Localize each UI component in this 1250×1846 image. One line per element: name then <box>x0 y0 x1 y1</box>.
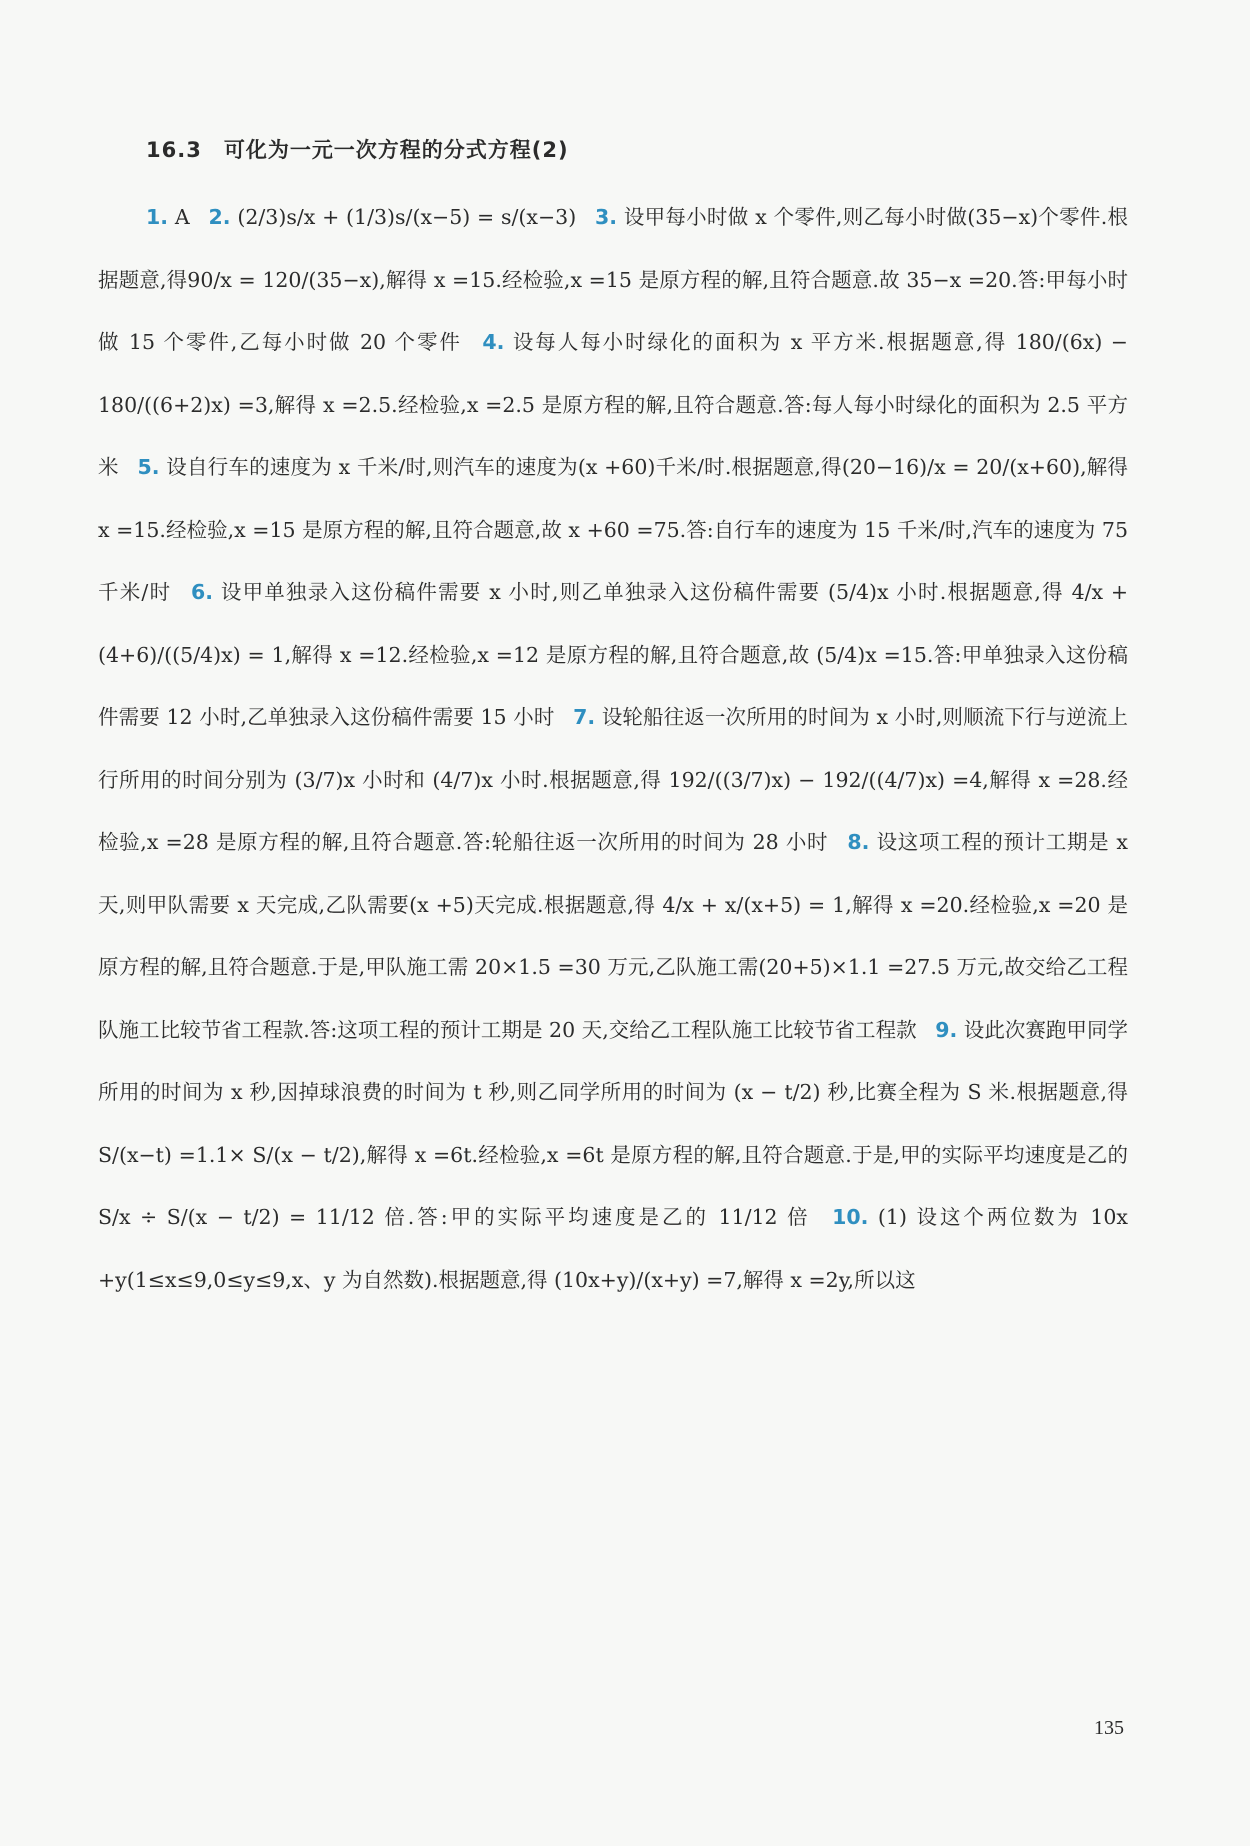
answer-number: 8. <box>847 830 870 854</box>
answer-body <box>98 186 1128 1311</box>
answer-text: 设甲单独录入这份稿件需要 x 小时,则乙单独录入这份稿件需要 (5/4)x 小时.根据题意,得 4/x + (4+6)/((5/4)x) = 1,解得 x =12.经检验,x =12 是原方程的解,且符合题意,故 (5/4)x =15.答:甲单独录入这份稿件需要 12 小时,乙单独录入这份稿件需要 15 小时 <box>98 580 1128 729</box>
answer-number: 7. <box>573 705 596 729</box>
answer-number: 6. <box>191 580 214 604</box>
answer-text: 设轮船往返一次所用的时间为 x 小时,则顺流下行与逆流上行所用的时间分别为 (3/7)x 小时和 (4/7)x 小时.根据题意,得 192/((3/7)x) − 192/((4/7)x) =4,解得 x =28.经检验,x =28 是原方程的解,且符合题意.答:轮船往返一次所用的时间为 28 小时 <box>98 705 1128 854</box>
answer-text: 设甲每小时做 x 个零件,则乙每小时做(35−x)个零件.根据题意,得90/x = 120/(35−x),解得 x =15.经检验,x =15 是原方程的解,且符合题意.故 35−x =20.答:甲每小时做 15 个零件,乙每小时做 20 个零件 <box>98 205 1128 354</box>
answer-text: 设此次赛跑甲同学所用的时间为 x 秒,因掉球浪费的时间为 t 秒,则乙同学所用的时间为 (x − t/2) 秒,比赛全程为 S 米.根据题意,得 S/(x−t) =1.1× S/(x − t/2),解得 x =6t.经检验,x =6t 是原方程的解,且符合题意.于是,甲的实际平均速度是乙的 S/x ÷ S/(x − t/2) = 11/12 倍.答:甲的实际平均速度是乙的 11/12 倍 <box>98 1017 1128 1229</box>
answer-number: 4. <box>482 330 505 354</box>
answer-text: (2/3)s/x + (1/3)s/(x−5) = s/(x−3) <box>237 205 577 229</box>
answer-number: 9. <box>935 1017 958 1042</box>
page-number: 135 <box>1094 1717 1124 1739</box>
answer-number: 2. <box>208 205 231 229</box>
answer-number: 10. <box>832 1205 869 1229</box>
answer-text: (1) 设这个两位数为 10x +y(1≤x≤9,0≤y≤9,x、y 为自然数).根据题意,得 (10x+y)/(x+y) =7,解得 x =2y,所以这 <box>98 1205 1128 1292</box>
answer-text: A <box>174 205 190 229</box>
answer-number: 1. <box>146 205 169 229</box>
answer-text: 设这项工程的预计工期是 x 天,则甲队需要 x 天完成,乙队需要(x +5)天完成.根据题意,得 4/x + x/(x+5) = 1,解得 x =20.经检验,x =20 是原方程的解,且符合题意.于是,甲队施工需 20×1.5 =30 万元,乙队施工需(20+5)×1.1 =27.5 万元,故交给乙工程队施工比较节省工程款.答:这项工程的预计工期是 20 天,交给乙工程队施工比较节省工程款 <box>98 830 1128 1042</box>
answer-number: 3. <box>595 205 618 229</box>
answer-text: 设每人每小时绿化的面积为 x 平方米.根据题意,得 180/(6x) − 180/((6+2)x) =3,解得 x =2.5.经检验,x =2.5 是原方程的解,且符合题意.答:每人每小时绿化的面积为 2.5 平方米 <box>98 330 1128 479</box>
section-title: 16.3 可化为一元一次方程的分式方程(2) <box>146 138 569 162</box>
answer-text: 设自行车的速度为 x 千米/时,则汽车的速度为(x +60)千米/时.根据题意,得(20−16)/x = 20/(x+60),解得 x =15.经检验,x =15 是原方程的解,且符合题意,故 x +60 =75.答:自行车的速度为 15 千米/时,汽车的速度为 75 千米/时 <box>98 455 1128 604</box>
answer-number: 5. <box>137 455 160 479</box>
